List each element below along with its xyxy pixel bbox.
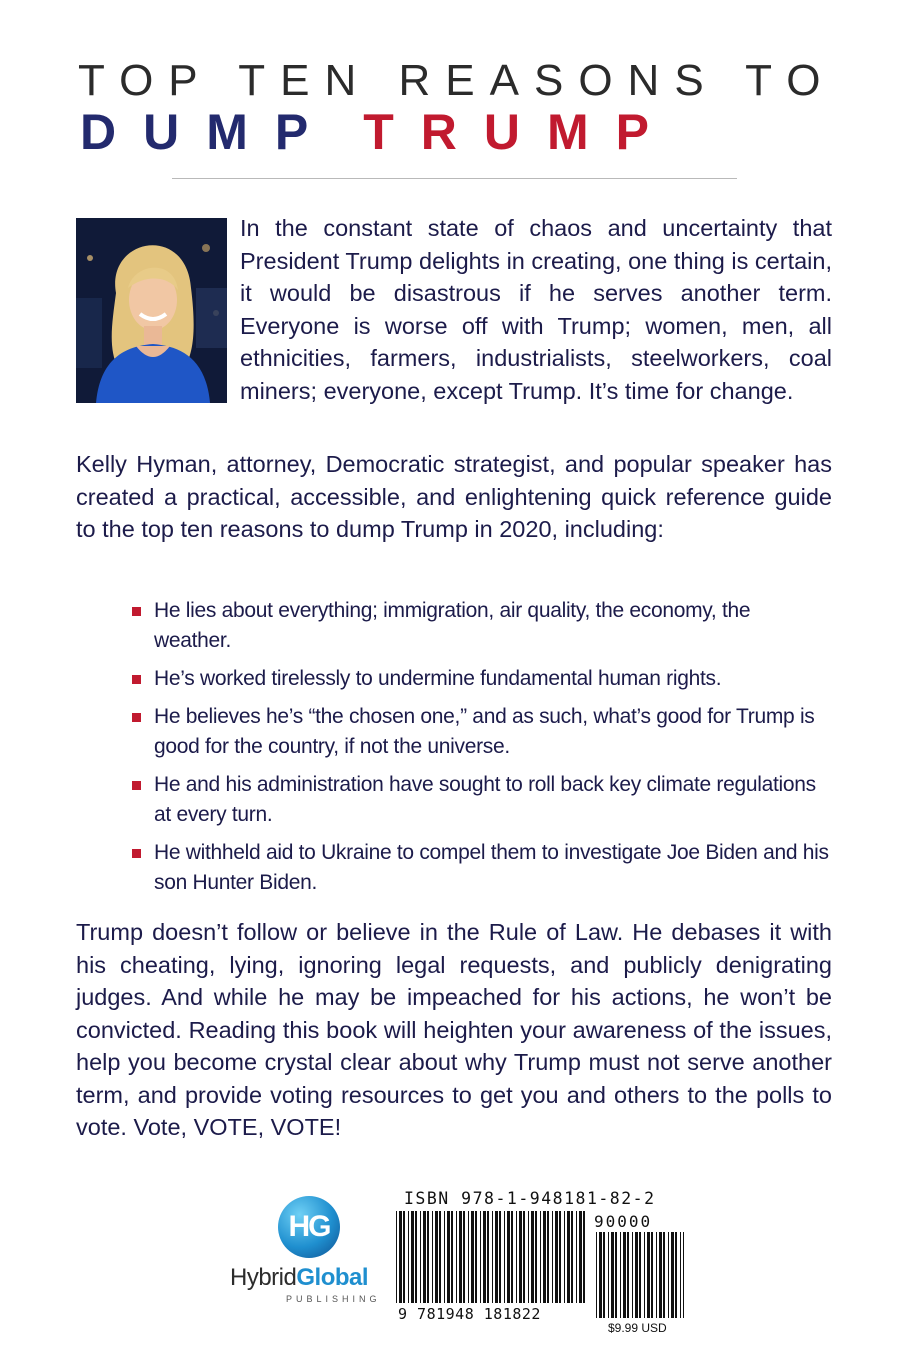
price-label: $9.99 USD xyxy=(608,1321,667,1335)
barcode-bar xyxy=(555,1211,558,1303)
barcode-bar xyxy=(432,1211,433,1303)
publisher-name-part2: Global xyxy=(296,1264,369,1291)
barcode-bar xyxy=(608,1232,609,1318)
barcode-bar xyxy=(475,1211,477,1303)
barcode-bar xyxy=(471,1211,474,1303)
barcode-bar xyxy=(423,1211,426,1303)
barcode-bar xyxy=(675,1232,677,1318)
bullet-square-icon xyxy=(132,713,141,722)
barcode-bar xyxy=(528,1211,529,1303)
list-item xyxy=(130,838,830,898)
ean-digits: 9 781948 181822 xyxy=(398,1305,541,1323)
barcode-bar xyxy=(435,1211,438,1303)
barcode-bar xyxy=(583,1211,585,1303)
barcode-bar xyxy=(411,1211,414,1303)
addon-code: 90000 xyxy=(594,1212,653,1231)
barcode-bar xyxy=(468,1211,469,1303)
barcode-bar xyxy=(444,1211,445,1303)
publisher-name xyxy=(230,1264,400,1292)
barcode-bar xyxy=(603,1232,605,1318)
bullet-text: He lies about everything; immigration, air quality, the economy, the weather. xyxy=(154,599,751,652)
list-item xyxy=(130,702,830,762)
title-dump: DUMP xyxy=(80,104,336,160)
bullet-text: He’s worked tirelessly to undermine fundamental human rights. xyxy=(154,667,722,690)
isbn-barcode xyxy=(396,1189,689,1334)
barcode-bar xyxy=(627,1232,629,1318)
barcode-bar xyxy=(659,1232,662,1318)
barcode-bar xyxy=(639,1232,641,1318)
barcode-bar xyxy=(492,1211,493,1303)
barcode-bar xyxy=(571,1211,573,1303)
barcode-bar xyxy=(579,1211,582,1303)
barcode-bar xyxy=(635,1232,638,1318)
bullet-text: He withheld aid to Ukraine to compel them to investigate Joe Biden and his son Hunter Biden. xyxy=(154,841,829,894)
barcode-bar xyxy=(683,1232,684,1318)
intro-paragraph: In the constant state of chaos and uncertainty that President Trump delights in creating, one thing is certain, it would be disastrous if he serves another term. Everyone is worse off with Trump; women, men, all ethnicities, farmers, industrialists, steelworkers, coal miners; everyone, except Trump. It’s time for change. xyxy=(240,215,832,404)
publisher-name-part1: Hybrid xyxy=(230,1264,297,1291)
barcode-bar xyxy=(420,1211,421,1303)
barcode-bar xyxy=(396,1211,397,1303)
title-line-2 xyxy=(80,104,832,160)
barcode-bar xyxy=(504,1211,505,1303)
barcode-bar xyxy=(403,1211,405,1303)
barcode-bar xyxy=(427,1211,429,1303)
barcode-bar xyxy=(483,1211,486,1303)
barcode-bar xyxy=(495,1211,498,1303)
barcode-bar xyxy=(507,1211,510,1303)
barcode-bar xyxy=(408,1211,409,1303)
barcode-bar xyxy=(620,1232,621,1318)
list-item xyxy=(130,770,830,830)
barcode-bars-addon xyxy=(596,1232,684,1318)
barcode-bar xyxy=(511,1211,513,1303)
barcode-bar xyxy=(644,1232,645,1318)
publisher-logo xyxy=(230,1196,400,1312)
isbn-text: ISBN 978-1-948181-82-2 xyxy=(404,1189,656,1208)
barcode-bar xyxy=(671,1232,674,1318)
author-photo xyxy=(76,218,227,403)
publisher-subtitle: PUBLISHING xyxy=(286,1294,381,1304)
barcode-bar xyxy=(668,1232,669,1318)
barcode-bar xyxy=(559,1211,561,1303)
barcode-bar xyxy=(611,1232,614,1318)
bullet-square-icon xyxy=(132,849,141,858)
barcode-bar xyxy=(596,1232,597,1318)
bullet-text: He and his administration have sought to roll back key climate regulations at every turn. xyxy=(154,773,816,826)
barcode-bar xyxy=(447,1211,450,1303)
barcode-bar xyxy=(451,1211,453,1303)
bullet-text: He believes he’s “the chosen one,” and as such, what’s good for Trump is good for the country, if not the universe. xyxy=(154,705,815,758)
barcode-bar xyxy=(599,1232,602,1318)
barcode-bar xyxy=(399,1211,402,1303)
barcode-bar xyxy=(535,1211,537,1303)
barcode-bar xyxy=(567,1211,570,1303)
barcode-bar xyxy=(499,1211,501,1303)
bullet-square-icon xyxy=(132,607,141,616)
barcode-bar xyxy=(547,1211,549,1303)
reasons-list xyxy=(130,596,830,906)
barcode-bar xyxy=(615,1232,617,1318)
list-item xyxy=(130,664,830,694)
barcode-bar xyxy=(651,1232,653,1318)
title-trump: TRUMP xyxy=(363,104,676,160)
barcode-bar xyxy=(439,1211,441,1303)
bullet-square-icon xyxy=(132,675,141,684)
list-item xyxy=(130,596,830,656)
barcode-bar xyxy=(480,1211,481,1303)
barcode-bars-main xyxy=(396,1211,585,1303)
barcode-bar xyxy=(564,1211,565,1303)
author-description-paragraph: Kelly Hyman, attorney, Democratic strategist, and popular speaker has created a practical, accessible, and enlightening quick reference guide to the top ten reasons to dump Trump in 2020, including: xyxy=(76,451,832,542)
barcode-bar xyxy=(552,1211,553,1303)
barcode-bar xyxy=(519,1211,522,1303)
publisher-monogram-icon: HG xyxy=(278,1196,340,1258)
title-divider xyxy=(172,178,737,179)
barcode-bar xyxy=(647,1232,650,1318)
closing-paragraph: Trump doesn’t follow or believe in the Rule of Law. He debases it with his cheating, lying, ignoring legal requests, and publicly denigrating judges. And while he may be impeached for his actions, he won’t be convicted. Reading this book will heighten your awareness of the issues, help you become crystal clear about why Trump must not serve another term, and provide voting resources to get you and others to the polls to vote. Vote, VOTE, VOTE! xyxy=(76,919,832,1140)
author-portrait-illustration xyxy=(76,218,227,403)
barcode-bar xyxy=(516,1211,517,1303)
barcode-bar xyxy=(459,1211,462,1303)
barcode-bar xyxy=(680,1232,681,1318)
barcode-bar xyxy=(456,1211,457,1303)
barcode-bar xyxy=(463,1211,465,1303)
barcode-bar xyxy=(656,1232,657,1318)
barcode-bar xyxy=(531,1211,534,1303)
barcode-bar xyxy=(632,1232,633,1318)
barcode-bar xyxy=(663,1232,665,1318)
barcode-bar xyxy=(487,1211,489,1303)
barcode-bar xyxy=(576,1211,577,1303)
bullet-square-icon xyxy=(132,781,141,790)
title-line-1: TOP TEN REASONS TO xyxy=(78,56,836,105)
barcode-bar xyxy=(523,1211,525,1303)
barcode-bar xyxy=(540,1211,541,1303)
barcode-bar xyxy=(623,1232,626,1318)
barcode-bar xyxy=(543,1211,546,1303)
barcode-bar xyxy=(415,1211,417,1303)
